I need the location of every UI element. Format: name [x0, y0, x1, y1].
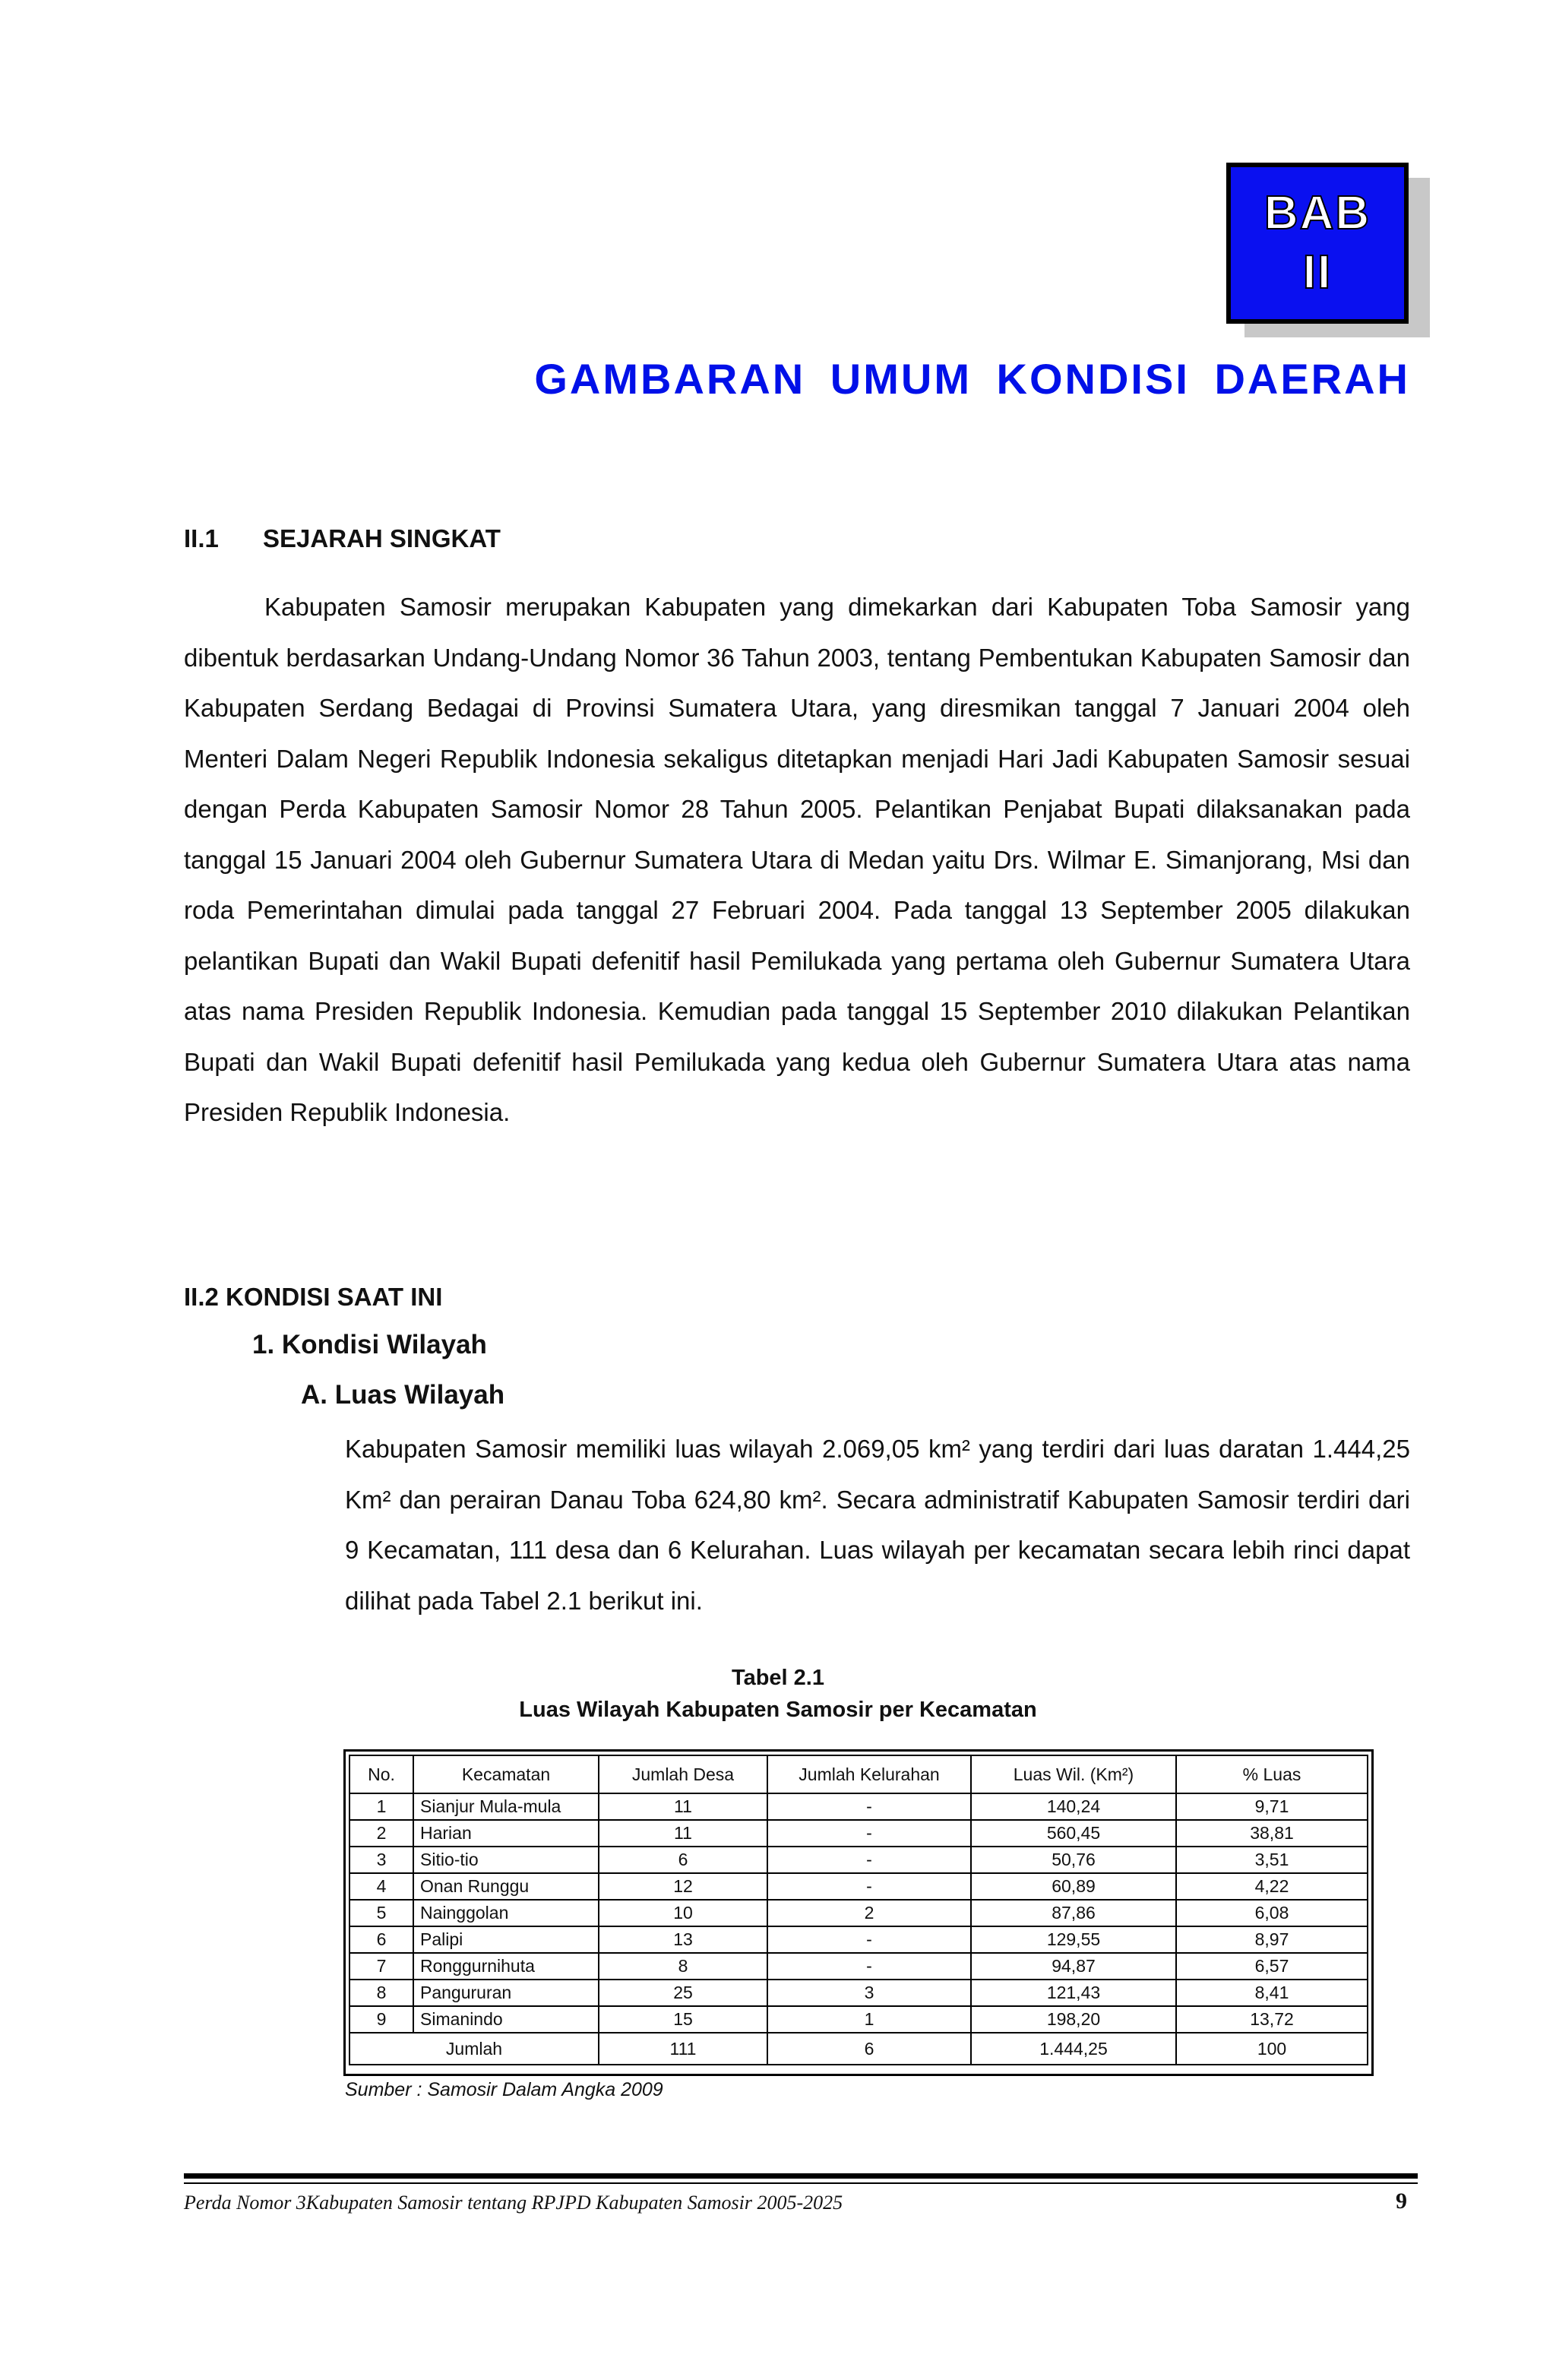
table-caption-title: Luas Wilayah Kabupaten Samosir per Kecamatan	[519, 1698, 1037, 1722]
cell-luas: 140,24	[971, 1793, 1176, 1820]
cell-kelurahan: 1	[767, 2006, 971, 2033]
cell-no: 8	[349, 1980, 413, 2006]
section-2-heading: II.2 KONDISI SAAT INI	[184, 1283, 443, 1311]
table-caption-number: Tabel 2.1	[732, 1666, 824, 1690]
cell-persen: 9,71	[1176, 1793, 1368, 1820]
cell-persen: 3,51	[1176, 1847, 1368, 1873]
cell-total-luas: 1.444,25	[971, 2033, 1176, 2065]
cell-total-kelurahan: 6	[767, 2033, 971, 2065]
cell-no: 2	[349, 1820, 413, 1847]
cell-kecamatan: Ronggurnihuta	[413, 1953, 599, 1980]
cell-kecamatan: Onan Runggu	[413, 1873, 599, 1900]
footer-rule-thin	[184, 2182, 1418, 2184]
cell-no: 7	[349, 1953, 413, 1980]
cell-desa: 6	[599, 1847, 767, 1873]
cell-no: 1	[349, 1793, 413, 1820]
page-number: 9	[1396, 2189, 1407, 2214]
cell-kelurahan: -	[767, 1820, 971, 1847]
cell-kecamatan: Harian	[413, 1820, 599, 1847]
cell-luas: 121,43	[971, 1980, 1176, 2006]
cell-luas: 198,20	[971, 2006, 1176, 2033]
table-total-row	[349, 2033, 1368, 2065]
cell-kelurahan: -	[767, 1793, 971, 1820]
cell-desa: 25	[599, 1980, 767, 2006]
cell-desa: 10	[599, 1900, 767, 1926]
cell-kelurahan: -	[767, 1926, 971, 1953]
cell-kelurahan: -	[767, 1873, 971, 1900]
cell-kecamatan: Pangururan	[413, 1980, 599, 2006]
cell-total-label: Jumlah	[349, 2033, 599, 2065]
cell-persen: 4,22	[1176, 1873, 1368, 1900]
cell-luas: 60,89	[971, 1873, 1176, 1900]
cell-luas: 87,86	[971, 1900, 1176, 1926]
cell-luas: 129,55	[971, 1926, 1176, 1953]
area-table	[349, 1755, 1368, 2065]
chapter-badge-number: II	[1302, 246, 1333, 299]
header-jumlah-kelurahan: Jumlah Kelurahan	[767, 1755, 971, 1793]
table-frame	[343, 1749, 1374, 2076]
table-row	[349, 1926, 1368, 1953]
section-1-number: II.1	[184, 524, 219, 552]
cell-no: 4	[349, 1873, 413, 1900]
table-row	[349, 1900, 1368, 1926]
cell-kecamatan: Palipi	[413, 1926, 599, 1953]
cell-no: 3	[349, 1847, 413, 1873]
footer-rule-thick	[184, 2173, 1418, 2179]
cell-no: 6	[349, 1926, 413, 1953]
table-row	[349, 1873, 1368, 1900]
cell-no: 5	[349, 1900, 413, 1926]
cell-desa: 11	[599, 1820, 767, 1847]
cell-persen: 8,97	[1176, 1926, 1368, 1953]
table-row	[349, 1847, 1368, 1873]
cell-persen: 38,81	[1176, 1820, 1368, 1847]
section-1-paragraph: Kabupaten Samosir merupakan Kabupaten yang dimekarkan dari Kabupaten Toba Samosir yang dibentuk berdasarkan Undang-Undang Nomor 36 Tahun 2003, tentang Pembentukan Kabupaten Samosir dan Kabupaten Serdang Bedagai di Provinsi Sumatera Utara, yang diresmikan tanggal 7 Januari 2004 oleh Menteri Dalam Negeri Republik Indonesia sekaligus ditetapkan menjadi Hari Jadi Kabupaten Samosir sesuai dengan Perda Kabupaten Samosir Nomor 28 Tahun 2005. Pelantikan Penjabat Bupati dilaksanakan pada tanggal 15 Januari 2004 oleh Gubernur Sumatera Utara di Medan yaitu Drs. Wilmar E. Simanjorang, Msi dan roda Pemerintahan dimulai pada tanggal 27 Februari 2004. Pada tanggal 13 September 2005 dilakukan pelantikan Bupati dan Wakil Bupati defenitif hasil Pemilukada yang pertama oleh Gubernur Sumatera Utara atas nama Presiden Republik Indonesia. Kemudian pada tanggal 15 September 2010 dilakukan Pelantikan Bupati dan Wakil Bupati defenitif hasil Pemilukada yang kedua oleh Gubernur Sumatera Utara atas nama Presiden Republik Indonesia.	[184, 593, 1410, 1126]
cell-persen: 6,08	[1176, 1900, 1368, 1926]
cell-persen: 6,57	[1176, 1953, 1368, 1980]
cell-desa: 15	[599, 2006, 767, 2033]
cell-luas: 50,76	[971, 1847, 1176, 1873]
cell-kelurahan: 3	[767, 1980, 971, 2006]
section-2-paragraph: Kabupaten Samosir memiliki luas wilayah 2.069,05 km² yang terdiri dari luas daratan 1.444,25 Km² dan perairan Danau Toba 624,80 km². Secara administratif Kabupaten Samosir terdiri dari 9 Kecamatan, 111 desa dan 6 Kelurahan. Luas wilayah per kecamatan secara lebih rinci dapat dilihat pada Tabel 2.1 berikut ini.	[345, 1435, 1410, 1615]
cell-desa: 12	[599, 1873, 767, 1900]
cell-kecamatan: Simanindo	[413, 2006, 599, 2033]
cell-luas: 560,45	[971, 1820, 1176, 1847]
footer-text: Perda Nomor 3Kabupaten Samosir tentang RPJPD Kabupaten Samosir 2005-2025	[184, 2192, 843, 2214]
cell-kecamatan: Sitio-tio	[413, 1847, 599, 1873]
cell-no: 9	[349, 2006, 413, 2033]
header-persen-luas: % Luas	[1176, 1755, 1368, 1793]
subsection-luas-wilayah: A. Luas Wilayah	[301, 1380, 505, 1410]
header-luas-wilayah: Luas Wil. (Km²)	[971, 1755, 1176, 1793]
subsection-kondisi-wilayah: 1. Kondisi Wilayah	[252, 1330, 487, 1359]
cell-desa: 8	[599, 1953, 767, 1980]
table-row	[349, 1953, 1368, 1980]
table-row	[349, 1793, 1368, 1820]
table-header-row	[349, 1755, 1368, 1793]
cell-kelurahan: 2	[767, 1900, 971, 1926]
table-row	[349, 1980, 1368, 2006]
cell-kelurahan: -	[767, 1847, 971, 1873]
chapter-title: GAMBARAN UMUM KONDISI DAERAH	[534, 355, 1410, 403]
header-jumlah-desa: Jumlah Desa	[599, 1755, 767, 1793]
cell-luas: 94,87	[971, 1953, 1176, 1980]
table-row	[349, 1820, 1368, 1847]
cell-kelurahan: -	[767, 1953, 971, 1980]
cell-persen: 8,41	[1176, 1980, 1368, 2006]
cell-desa: 13	[599, 1926, 767, 1953]
table-source: Sumber : Samosir Dalam Angka 2009	[345, 2079, 663, 2100]
header-kecamatan: Kecamatan	[413, 1755, 599, 1793]
cell-total-desa: 111	[599, 2033, 767, 2065]
cell-kecamatan: Sianjur Mula-mula	[413, 1793, 599, 1820]
chapter-badge-label: BAB	[1263, 187, 1371, 239]
cell-persen: 13,72	[1176, 2006, 1368, 2033]
section-1-heading	[184, 524, 501, 553]
section-1-title: SEJARAH SINGKAT	[263, 524, 501, 552]
cell-total-persen: 100	[1176, 2033, 1368, 2065]
cell-desa: 11	[599, 1793, 767, 1820]
header-no: No.	[349, 1755, 413, 1793]
cell-kecamatan: Nainggolan	[413, 1900, 599, 1926]
chapter-badge	[1226, 163, 1409, 324]
table-row	[349, 2006, 1368, 2033]
